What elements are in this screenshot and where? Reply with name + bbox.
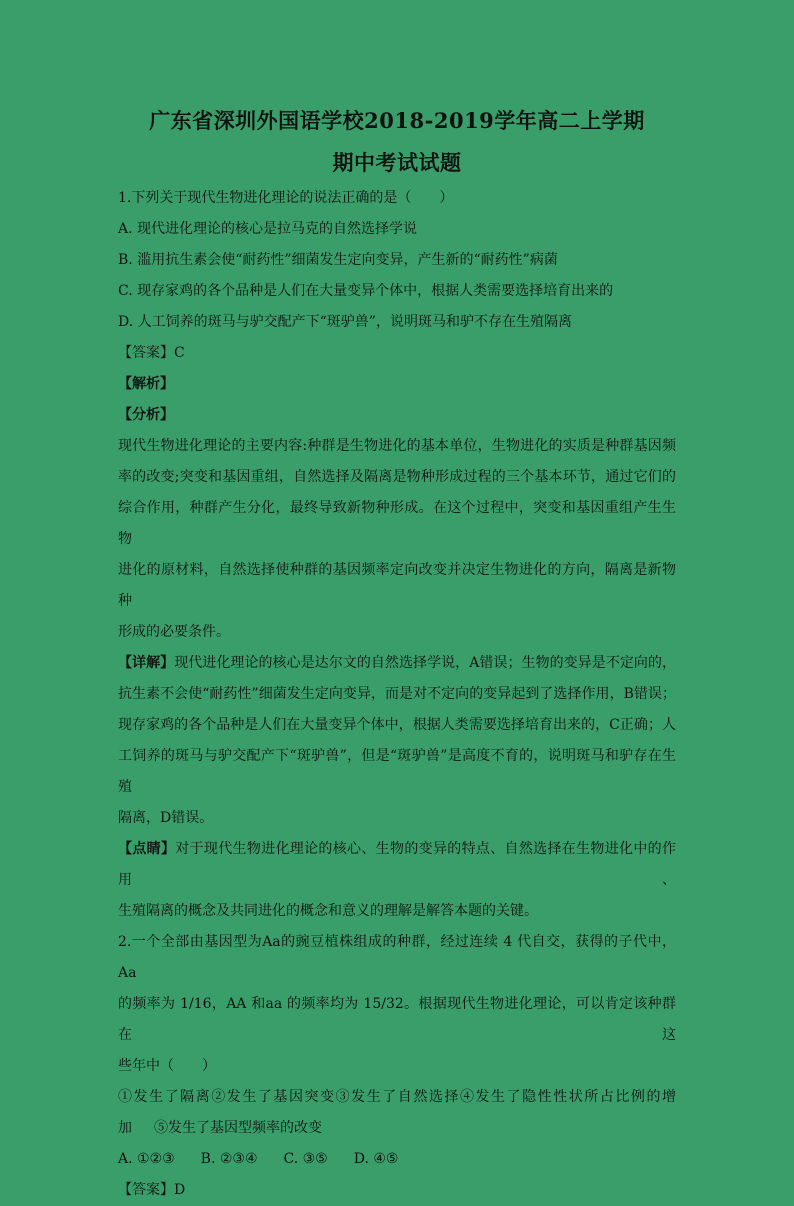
item-4-cont: 加: [118, 1120, 132, 1136]
fenxi-label: 【分析】: [118, 407, 174, 423]
answer-value: D: [174, 1182, 186, 1198]
item-1: ①发生了隔离: [118, 1089, 212, 1105]
question-2-stem: 2.一个全部由基因型为Aa的豌豆植株组成的种群，经过连续 4 代自交，获得的子代中，Aa: [118, 934, 676, 981]
detail-line: 隔离，D错误。: [118, 810, 214, 826]
item-5: ⑤发生了基因型频率的改变: [154, 1120, 322, 1136]
analysis-label: 【解析】: [118, 376, 174, 392]
question-2-items: [118, 1113, 676, 1144]
question-2-option-a: A. ①②③: [118, 1151, 175, 1167]
question-2-option-b: B. ②③④: [200, 1151, 258, 1167]
question-1-option-b: B. 滥用抗生素会使“耐药性”细菌发生定向变异，产生新的“耐药性”病菌: [118, 252, 558, 268]
item-2: ②发生了基因突变: [211, 1089, 336, 1105]
dianjing-label: 【点睛】: [118, 841, 176, 857]
item-3: ③发生了自然选择: [335, 1089, 460, 1105]
question-2-option-c: C. ③⑤: [283, 1151, 328, 1167]
dianjing-line: [118, 834, 676, 896]
question-1-option-a: A. 现代进化理论的核心是拉马克的自然选择学说: [118, 221, 418, 237]
detail-line: [118, 648, 676, 679]
detail-label: 【详解】: [118, 655, 175, 671]
fenxi-line: 形成的必要条件。: [118, 624, 230, 640]
fenxi-line: 现代生物进化理论的主要内容:种群是生物进化的基本单位，生物进化的实质是种群基因频: [118, 438, 676, 454]
question-2-options: [118, 1144, 676, 1175]
question-2-items: [118, 1082, 676, 1113]
fenxi-line: 进化的原材料，自然选择使种群的基因频率定向改变并决定生物进化的方向，隔离是新物种: [118, 562, 676, 609]
question-1-stem: 1.下列关于现代生物进化理论的说法正确的是（ ）: [118, 190, 454, 206]
dianjing-text: 对于现代生物进化理论的核心、生物的变异的特点、自然选择在生物进化中的作用、: [118, 841, 677, 888]
detail-line: 现存家鸡的各个品种是人们在大量变异个体中，根据人类需要选择培育出来的，C正确；人: [118, 717, 676, 733]
question-2-answer: [118, 1175, 676, 1206]
detail-line: 工饲养的斑马与驴交配产下“斑驴兽”，但是“斑驴兽”是高度不育的，说明斑马和驴存在生殖: [118, 748, 676, 795]
question-1-option-d: D. 人工饲养的斑马与驴交配产下“斑驴兽”，说明斑马和驴不存在生殖隔离: [118, 314, 572, 330]
fenxi-line: 综合作用，种群产生分化，最终导致新物种形成。在这个过程中，突变和基因重组产生生物: [118, 500, 676, 547]
document-body: [118, 183, 676, 1206]
detail-line: 抗生素不会使“耐药性”细菌发生定向变异，而是对不定向的变异起到了选择作用，B错误；: [118, 686, 676, 702]
detail-text: 现代进化理论的核心是达尔文的自然选择学说，A错误；生物的变异是不定向的，: [174, 655, 677, 671]
fenxi-line: 率的改变;突变和基因重组，自然选择及隔离是物种形成过程的三个基本环节，通过它们的: [118, 469, 676, 485]
question-1-answer: [118, 338, 676, 369]
page-title: 广东省深圳外国语学校2018-2019学年高二上学期: [149, 108, 645, 133]
dianjing-line: 生殖隔离的概念及共同进化的概念和意义的理解是解答本题的关键。: [118, 903, 538, 919]
question-2-stem: 的频率为 1/16，AA 和aa 的频率均为 15/32。根据现代生物进化理论，可以肯定该种群在这: [118, 996, 676, 1043]
question-2-stem: 些年中（ ）: [118, 1058, 216, 1074]
item-4: ④发生了隐性性状所占比例的增: [459, 1089, 677, 1105]
answer-value: C: [174, 345, 185, 361]
question-2-option-d: D. ④⑤: [353, 1151, 399, 1167]
answer-label: 【答案】: [118, 345, 174, 361]
question-1-option-c: C. 现存家鸡的各个品种是人们在大量变异个体中，根据人类需要选择培育出来的: [118, 283, 614, 299]
page-subtitle: 期中考试试题: [332, 150, 462, 175]
answer-label: 【答案】: [118, 1182, 174, 1198]
